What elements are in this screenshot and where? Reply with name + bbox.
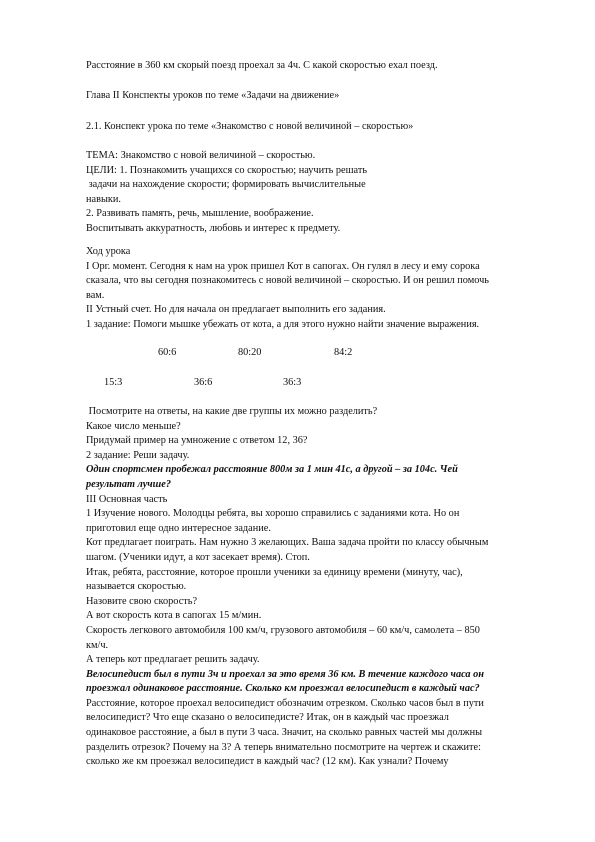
- body-line: Назовите свою скорость?: [86, 595, 198, 607]
- expression: 36:3: [283, 377, 302, 388]
- body-line: км/ч.: [86, 639, 109, 651]
- body-line: Какое число меньше?: [86, 420, 181, 432]
- expression: 60:6: [158, 347, 177, 358]
- task-line: Велосипедист был в пути 3ч и проехал за это время 36 км. В течение каждого часа он: [86, 668, 484, 680]
- course-line: I Орг. момент. Сегодня к нам на урок пришел Кот в сапогах. Он гулял в лесу и ему сорока: [86, 260, 480, 272]
- body-line: Итак, ребята, расстояние, которое прошли ученики за единицу времени (минуту, час),: [86, 566, 463, 578]
- goals-line: задачи на нахождение скорости; формировать вычислительные: [86, 179, 366, 191]
- course-block: [86, 245, 489, 333]
- body-line: одинаковое расстояние, а был в пути 3 часа. Значит, на сколько равных частей мы должны: [86, 727, 483, 739]
- intro-line: Расстояние в 360 км скорый поезд проехал за 4ч. С какой скоростью ехал поезд.: [86, 60, 438, 71]
- body-line: А теперь кот предлагает решить задачу.: [86, 654, 260, 666]
- body-line: велосипедист? Что еще сказано о велосипедисте? Итак, он в каждый час проезжал: [86, 712, 449, 724]
- body-block: [86, 405, 488, 770]
- section-heading: 2.1. Конспект урока по теме «Знакомство с новой величиной – скоростью»: [86, 121, 414, 132]
- body-line: сколько же км проезжал велосипедист в каждый час? (12 км). Как узнали? Почему: [86, 756, 449, 768]
- body-line: шагом. (Ученики идут, а кот засекает время). Стоп.: [86, 551, 310, 563]
- body-line: Расстояние, которое проехал велосипедист обозначим отрезком. Сколько часов был в пути: [86, 697, 484, 709]
- body-line: приготовил еще одно интересное задание.: [86, 522, 271, 534]
- goals-block: [86, 149, 367, 237]
- body-line: Посмотрите на ответы, на какие две группы их можно разделить?: [86, 406, 378, 417]
- body-line: Кот предлагает поиграть. Нам нужно 3 желающих. Ваша задача пройти по классу обычным: [86, 537, 489, 549]
- goals-line: ТЕМА: Знакомство с новой величиной – скоростью.: [86, 150, 316, 161]
- body-line: А вот скорость кота в сапогах 15 м/мин.: [86, 610, 262, 622]
- expression: 15:3: [104, 377, 123, 388]
- body-line: называется скоростью.: [86, 581, 187, 593]
- expression: 80:20: [238, 347, 262, 358]
- course-line: 1 задание: Помоги мышке убежать от кота, а для этого нужно найти значение выражения.: [86, 318, 480, 330]
- body-line: 1 Изучение нового. Молодцы ребята, вы хорошо справились с заданиями кота. Но он: [86, 508, 460, 520]
- goals-line: ЦЕЛИ: 1. Познакомить учащихся со скоростью; научить решать: [86, 164, 368, 176]
- goals-line: навыки.: [86, 193, 121, 205]
- course-line: вам.: [86, 289, 105, 301]
- course-line: II Устный счет. Но для начала он предлагает выполнить его задания.: [86, 304, 386, 316]
- body-line: Скорость легкового автомобиля 100 км/ч, грузового автомобиля – 60 км/ч, самолета – 850: [86, 624, 480, 636]
- body-line: III Основная часть: [86, 493, 168, 505]
- goals-line: Воспитывать аккуратность, любовь и интерес к предмету.: [86, 222, 341, 234]
- chapter-heading: Глава II Конспекты уроков по теме «Задачи на движение»: [86, 90, 340, 101]
- expression: 36:6: [194, 377, 213, 388]
- task-line: проезжал одинаковое расстояние. Сколько км проезжал велосипедист в каждый час?: [86, 683, 480, 695]
- task-line: результат лучше?: [86, 478, 171, 490]
- goals-line: 2. Развивать память, речь, мышление, воображение.: [86, 208, 314, 220]
- course-line: сказала, что вы сегодня познакомитесь с новой величиной – скоростью. И он решил помочь: [86, 275, 489, 287]
- body-line: 2 задание: Реши задачу.: [86, 449, 190, 461]
- body-line: разделить отрезок? Почему на 3? А теперь внимательно посмотрите на чертеж и скажите:: [86, 741, 481, 753]
- expression: 84:2: [334, 347, 353, 358]
- task-line: Один спортсмен пробежал расстояние 800м за 1 мин 41с, а другой – за 104с. Чей: [86, 464, 458, 476]
- course-title: Ход урока: [86, 246, 131, 257]
- body-line: Придумай пример на умножение с ответом 12, 36?: [86, 435, 308, 447]
